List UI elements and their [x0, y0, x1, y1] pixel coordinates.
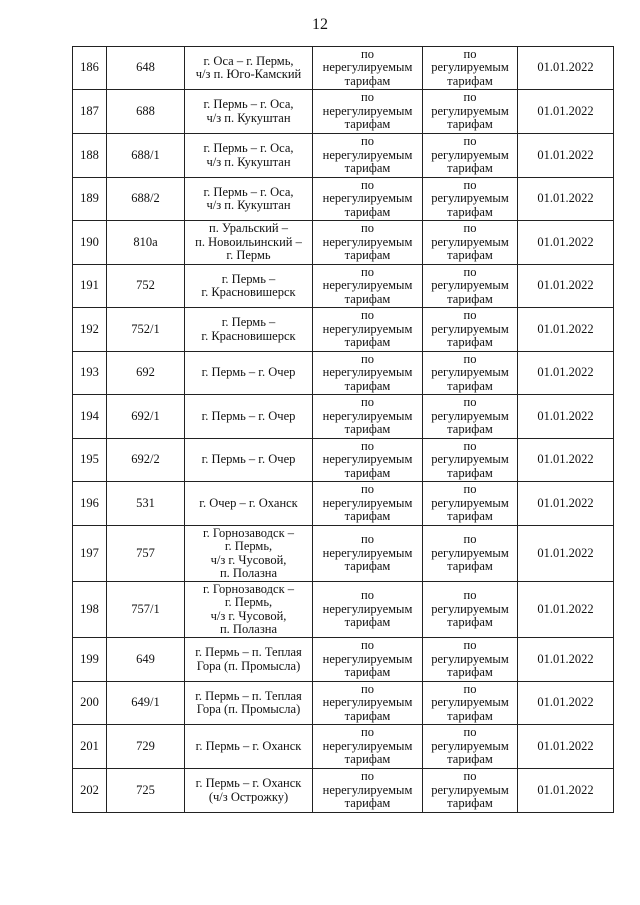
route-name-cell: г. Горнозаводск – г. Пермь, ч/з г. Чусовой, п. Полазна	[185, 526, 313, 582]
route-name-cell: г. Пермь – г. Оса, ч/з п. Кукуштан	[185, 178, 313, 221]
tariff-regulated-cell: по регулируемым тарифам	[423, 395, 518, 439]
table-row	[73, 178, 614, 221]
route-number-cell: 194	[73, 395, 107, 439]
start-date-cell: 01.01.2022	[518, 178, 614, 221]
start-date-cell: 01.01.2022	[518, 90, 614, 134]
route-name-cell: г. Пермь – г. Очер	[185, 439, 313, 482]
tariff-unregulated-cell: по нерегулируемым тарифам	[313, 265, 423, 308]
table-row	[73, 526, 614, 582]
route-name-cell: г. Очер – г. Оханск	[185, 482, 313, 526]
table-row	[73, 769, 614, 813]
route-number-cell: 189	[73, 178, 107, 221]
tariff-regulated-cell: по регулируемым тарифам	[423, 439, 518, 482]
tariff-regulated-cell: по регулируемым тарифам	[423, 178, 518, 221]
route-number-cell: 187	[73, 90, 107, 134]
route-name-cell: г. Пермь – г. Оханск	[185, 725, 313, 769]
routes-table	[72, 46, 614, 813]
tariff-unregulated-cell: по нерегулируемым тарифам	[313, 725, 423, 769]
tariff-regulated-cell: по регулируемым тарифам	[423, 725, 518, 769]
route-code-cell: 648	[107, 47, 185, 90]
start-date-cell: 01.01.2022	[518, 47, 614, 90]
start-date-cell: 01.01.2022	[518, 134, 614, 178]
start-date-cell: 01.01.2022	[518, 482, 614, 526]
route-code-cell: 692/2	[107, 439, 185, 482]
route-code-cell: 729	[107, 725, 185, 769]
start-date-cell: 01.01.2022	[518, 395, 614, 439]
route-number-cell: 202	[73, 769, 107, 813]
route-name-cell: г. Пермь – г. Очер	[185, 395, 313, 439]
route-code-cell: 649/1	[107, 682, 185, 725]
route-code-cell: 752/1	[107, 308, 185, 352]
route-code-cell: 757	[107, 526, 185, 582]
tariff-unregulated-cell: по нерегулируемым тарифам	[313, 482, 423, 526]
start-date-cell: 01.01.2022	[518, 439, 614, 482]
table-row	[73, 90, 614, 134]
route-code-cell: 810а	[107, 221, 185, 265]
route-name-cell: г. Пермь – п. Теплая Гора (п. Промысла)	[185, 638, 313, 682]
tariff-regulated-cell: по регулируемым тарифам	[423, 90, 518, 134]
route-name-cell: г. Пермь – г. Оса, ч/з п. Кукуштан	[185, 134, 313, 178]
route-number-cell: 196	[73, 482, 107, 526]
route-name-cell: п. Уральский – п. Новоильинский – г. Пермь	[185, 221, 313, 265]
route-code-cell: 692/1	[107, 395, 185, 439]
table-row	[73, 439, 614, 482]
tariff-regulated-cell: по регулируемым тарифам	[423, 769, 518, 813]
route-number-cell: 193	[73, 352, 107, 395]
table-row	[73, 395, 614, 439]
route-name-cell: г. Пермь – г. Красновишерск	[185, 265, 313, 308]
tariff-regulated-cell: по регулируемым тарифам	[423, 134, 518, 178]
start-date-cell: 01.01.2022	[518, 682, 614, 725]
route-number-cell: 190	[73, 221, 107, 265]
route-number-cell: 195	[73, 439, 107, 482]
route-number-cell: 186	[73, 47, 107, 90]
tariff-regulated-cell: по регулируемым тарифам	[423, 482, 518, 526]
table-row	[73, 308, 614, 352]
route-number-cell: 199	[73, 638, 107, 682]
route-number-cell: 201	[73, 725, 107, 769]
routes-table-body	[73, 47, 614, 813]
tariff-unregulated-cell: по нерегулируемым тарифам	[313, 221, 423, 265]
start-date-cell: 01.01.2022	[518, 352, 614, 395]
route-number-cell: 197	[73, 526, 107, 582]
table-row	[73, 725, 614, 769]
route-name-cell: г. Пермь – г. Оса, ч/з п. Кукуштан	[185, 90, 313, 134]
tariff-regulated-cell: по регулируемым тарифам	[423, 47, 518, 90]
table-row	[73, 47, 614, 90]
table-row	[73, 482, 614, 526]
start-date-cell: 01.01.2022	[518, 308, 614, 352]
tariff-unregulated-cell: по нерегулируемым тарифам	[313, 582, 423, 638]
route-code-cell: 752	[107, 265, 185, 308]
table-row	[73, 638, 614, 682]
route-number-cell: 200	[73, 682, 107, 725]
tariff-unregulated-cell: по нерегулируемым тарифам	[313, 638, 423, 682]
page-number: 12	[312, 16, 328, 33]
tariff-regulated-cell: по регулируемым тарифам	[423, 682, 518, 725]
route-number-cell: 192	[73, 308, 107, 352]
table-row	[73, 582, 614, 638]
tariff-unregulated-cell: по нерегулируемым тарифам	[313, 308, 423, 352]
tariff-unregulated-cell: по нерегулируемым тарифам	[313, 90, 423, 134]
tariff-regulated-cell: по регулируемым тарифам	[423, 582, 518, 638]
tariff-unregulated-cell: по нерегулируемым тарифам	[313, 395, 423, 439]
tariff-unregulated-cell: по нерегулируемым тарифам	[313, 769, 423, 813]
tariff-unregulated-cell: по нерегулируемым тарифам	[313, 682, 423, 725]
route-code-cell: 688/2	[107, 178, 185, 221]
tariff-unregulated-cell: по нерегулируемым тарифам	[313, 134, 423, 178]
table-row	[73, 682, 614, 725]
route-number-cell: 198	[73, 582, 107, 638]
route-code-cell: 725	[107, 769, 185, 813]
tariff-regulated-cell: по регулируемым тарифам	[423, 638, 518, 682]
tariff-regulated-cell: по регулируемым тарифам	[423, 308, 518, 352]
start-date-cell: 01.01.2022	[518, 638, 614, 682]
route-number-cell: 191	[73, 265, 107, 308]
tariff-unregulated-cell: по нерегулируемым тарифам	[313, 178, 423, 221]
route-name-cell: г. Горнозаводск – г. Пермь, ч/з г. Чусовой, п. Полазна	[185, 582, 313, 638]
start-date-cell: 01.01.2022	[518, 582, 614, 638]
route-code-cell: 757/1	[107, 582, 185, 638]
table-row	[73, 352, 614, 395]
route-code-cell: 531	[107, 482, 185, 526]
route-number-cell: 188	[73, 134, 107, 178]
tariff-regulated-cell: по регулируемым тарифам	[423, 526, 518, 582]
tariff-unregulated-cell: по нерегулируемым тарифам	[313, 352, 423, 395]
tariff-regulated-cell: по регулируемым тарифам	[423, 221, 518, 265]
route-name-cell: г. Пермь – г. Оханск (ч/з Острожку)	[185, 769, 313, 813]
tariff-unregulated-cell: по нерегулируемым тарифам	[313, 47, 423, 90]
route-name-cell: г. Пермь – г. Очер	[185, 352, 313, 395]
start-date-cell: 01.01.2022	[518, 221, 614, 265]
route-name-cell: г. Пермь – п. Теплая Гора (п. Промысла)	[185, 682, 313, 725]
tariff-regulated-cell: по регулируемым тарифам	[423, 352, 518, 395]
tariff-regulated-cell: по регулируемым тарифам	[423, 265, 518, 308]
route-code-cell: 692	[107, 352, 185, 395]
route-code-cell: 649	[107, 638, 185, 682]
start-date-cell: 01.01.2022	[518, 769, 614, 813]
table-row	[73, 134, 614, 178]
route-code-cell: 688/1	[107, 134, 185, 178]
route-code-cell: 688	[107, 90, 185, 134]
route-name-cell: г. Пермь – г. Красновишерск	[185, 308, 313, 352]
table-row	[73, 265, 614, 308]
table-row	[73, 221, 614, 265]
tariff-unregulated-cell: по нерегулируемым тарифам	[313, 439, 423, 482]
start-date-cell: 01.01.2022	[518, 265, 614, 308]
start-date-cell: 01.01.2022	[518, 725, 614, 769]
tariff-unregulated-cell: по нерегулируемым тарифам	[313, 526, 423, 582]
route-name-cell: г. Оса – г. Пермь, ч/з п. Юго-Камский	[185, 47, 313, 90]
start-date-cell: 01.01.2022	[518, 526, 614, 582]
